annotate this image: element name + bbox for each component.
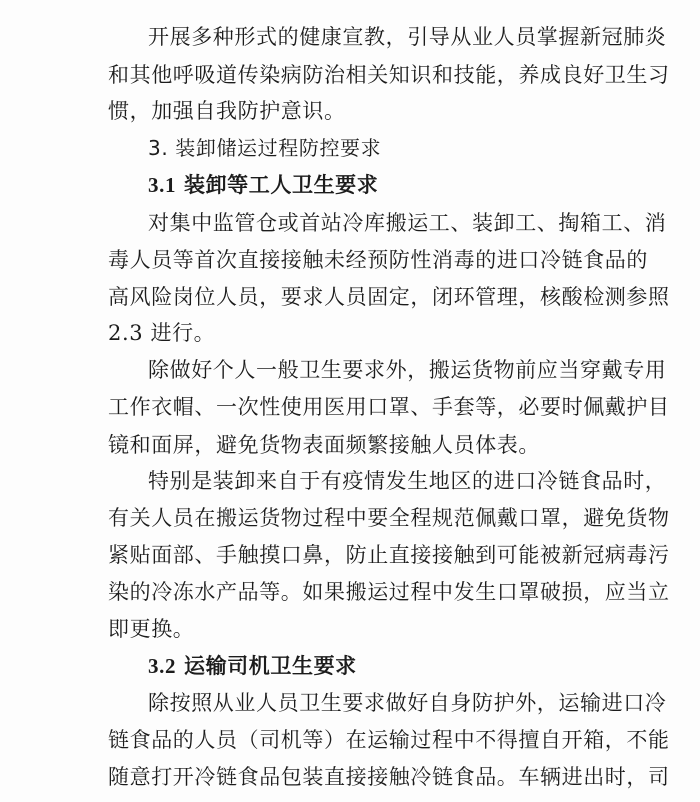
text-line: 特别是装卸来自于有疫情发生地区的进口冷链食品时， [148, 469, 667, 493]
text-line: 紧贴面部、手触摸口鼻，防止直接接触到可能被新冠病毒污 [108, 543, 670, 567]
text-line: 有关人员在搬运货物过程中要全程规范佩戴口罩，避免货物 [108, 506, 670, 530]
section-3-1-heading [148, 170, 648, 200]
text-line: 毒人员等首次直接接触未经预防性消毒的进口冷链食品的 [108, 248, 648, 272]
text-line: 对集中监管仓或首站冷库搬运工、装卸工、掏箱工、消 [148, 211, 667, 235]
section-title: 装卸等工人卫生要求 [183, 172, 379, 197]
section-title: 运输司机卫生要求 [183, 653, 357, 678]
text-line: 即更换。 [108, 617, 195, 641]
text-line: 镜和面屏，避免货物表面频繁接触人员体表。 [108, 433, 540, 457]
text-line: 和其他呼吸道传染病防治相关知识和技能，养成良好卫生习 [108, 63, 670, 87]
text-line: 随意打开冷链食品包装直接接触冷链食品。车辆进出时，司 [108, 765, 670, 789]
section-number: 3.1 [148, 173, 177, 197]
section-3-2-heading [148, 651, 648, 681]
text-line: 除做好个人一般卫生要求外，搬运货物前应当穿戴专用 [148, 358, 667, 382]
text-line: 惯，加强自我防护意识。 [108, 99, 346, 123]
text-line: 除按照从业人员卫生要求做好自身防护外，运输进口冷 [148, 691, 667, 715]
section-3-heading: 3. 装卸储运过程防控要求 [148, 136, 382, 160]
text-line: 2.3 进行。 [108, 321, 216, 345]
text-line: 高风险岗位人员，要求人员固定，闭环管理，核酸检测参照 [108, 285, 670, 309]
text-line: 染的冷冻水产品等。如果搬运过程中发生口罩破损，应当立 [108, 580, 670, 604]
text-line: 工作衣帽、一次性使用医用口罩、手套等，必要时佩戴护目 [108, 395, 670, 419]
text-line: 链食品的人员（司机等）在运输过程中不得擅自开箱，不能 [108, 728, 670, 752]
section-number: 3.2 [148, 654, 177, 678]
text-line: 开展多种形式的健康宣教，引导从业人员掌握新冠肺炎 [148, 25, 667, 49]
